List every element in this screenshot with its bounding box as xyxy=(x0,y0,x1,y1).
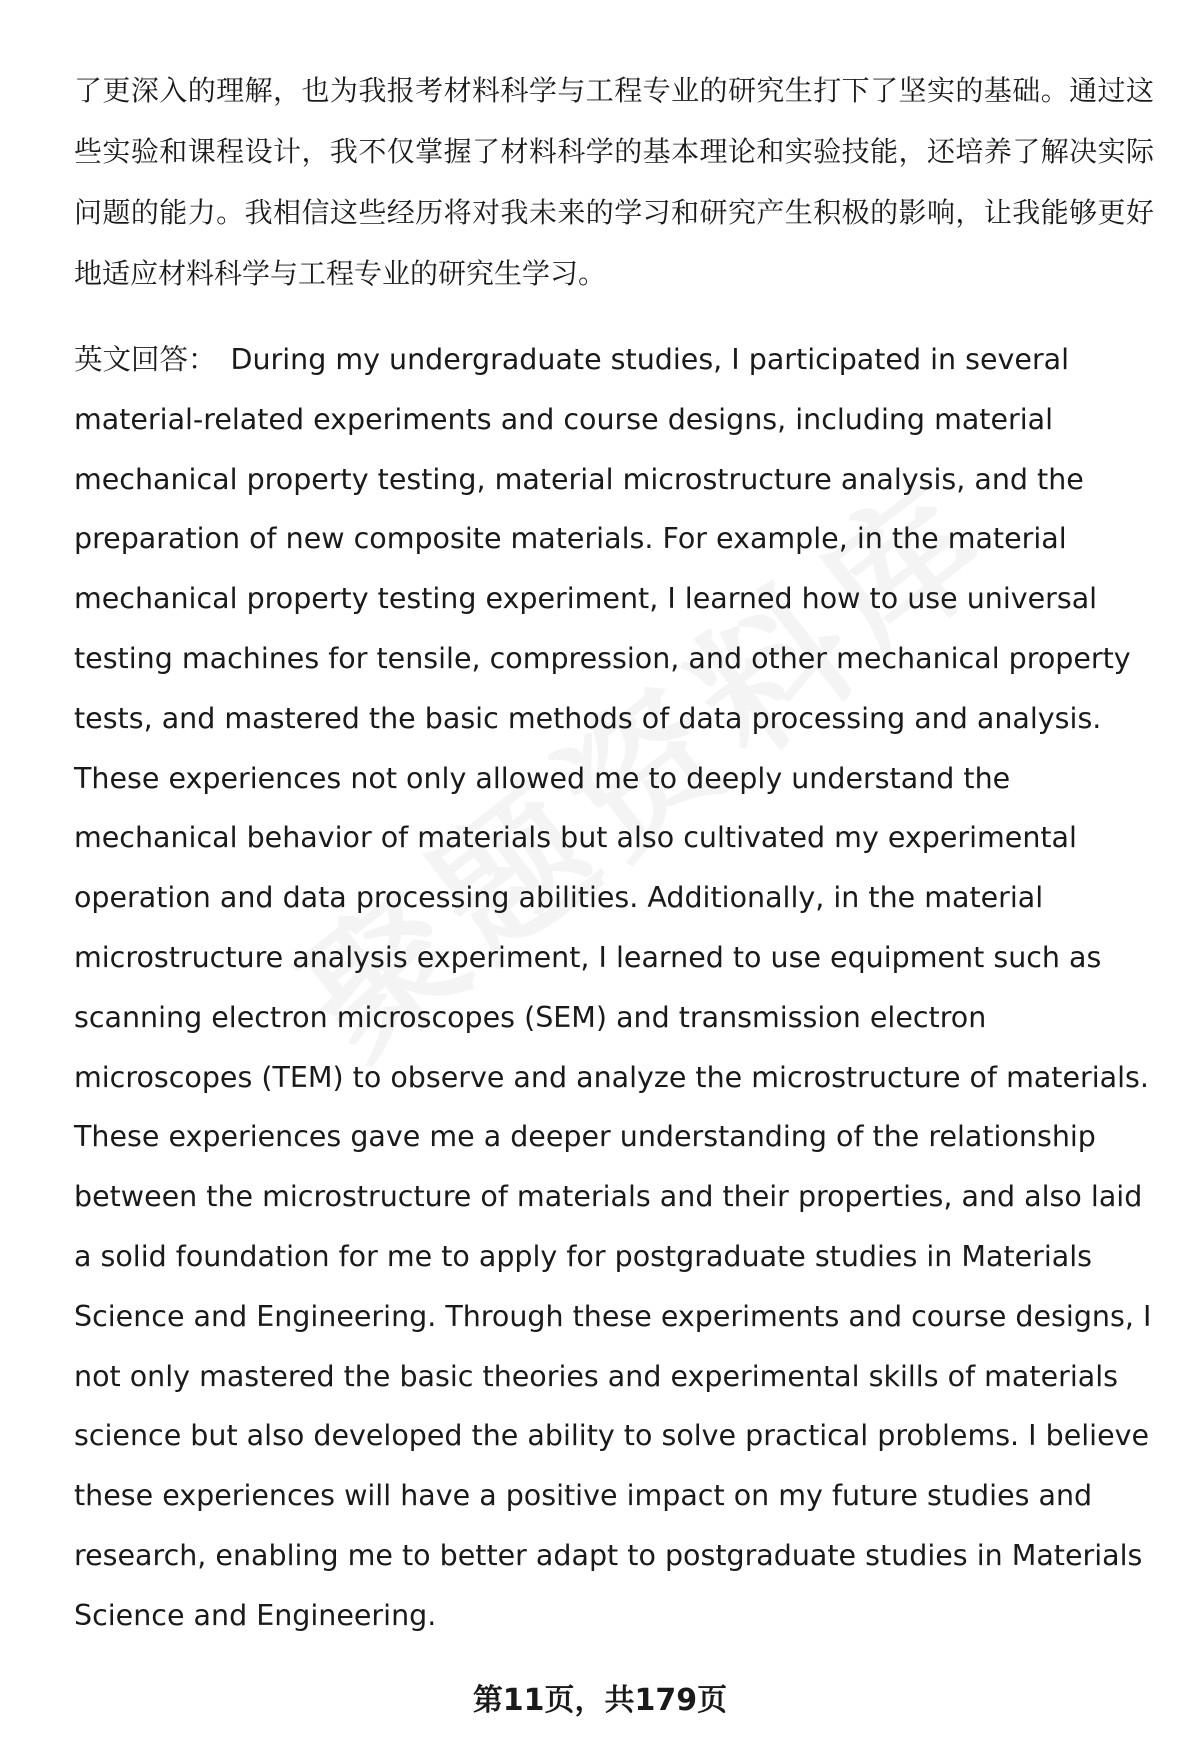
chinese-answer-paragraph: 了更深入的理解，也为我报考材料科学与工程专业的研究生打下了坚实的基础。通过这些实验和课程设计，我不仅掌握了材料科学的基本理论和实验技能，还培养了解决实际问题的能力。我相信这些经历将对我未来的学习和研究产生积极的影响，让我能够更好地适应材料科学与工程专业的研究生学习。 xyxy=(74,74,1154,290)
document-body xyxy=(74,60,1154,1646)
page-number-footer: 第11页，共179页 xyxy=(472,1683,728,1718)
english-answer-label: 英文回答： xyxy=(74,343,217,376)
english-answer-text: During my undergraduate studies, I participated in several material-related experiments and course designs, including material mechanical property testing, material microstructure analysis, and the preparation of new composite materials. For example, in the material mechanical property testing experiment, I learned how to use universal testing machines for tensile, compression, and other mechanical property tests, and mastered the basic methods of data processing and analysis. These experiences not only allowed me to deeply understand the mechanical behavior of materials but also cultivated my experimental operation and data processing abilities. Additionally, in the material microstructure analysis experiment, I learned to use equipment such as scanning electron microscopes (SEM) and transmission electron microscopes (TEM) to observe and analyze the microstructure of materials. These experiences gave me a deeper understanding of the relationship between the microstructure of materials and their properties, and also laid a solid foundation for me to apply for postgraduate studies in Materials Science and Engineering. Through these experiments and course designs, I not only mastered the basic theories and experimental skills of materials science but also developed the ability to solve practical problems. I believe these experiences will have a positive impact on my future studies and research, enabling me to better adapt to postgraduate studies in Materials Science and Engineering. xyxy=(74,343,1152,1632)
english-answer-paragraph xyxy=(74,330,1154,1646)
